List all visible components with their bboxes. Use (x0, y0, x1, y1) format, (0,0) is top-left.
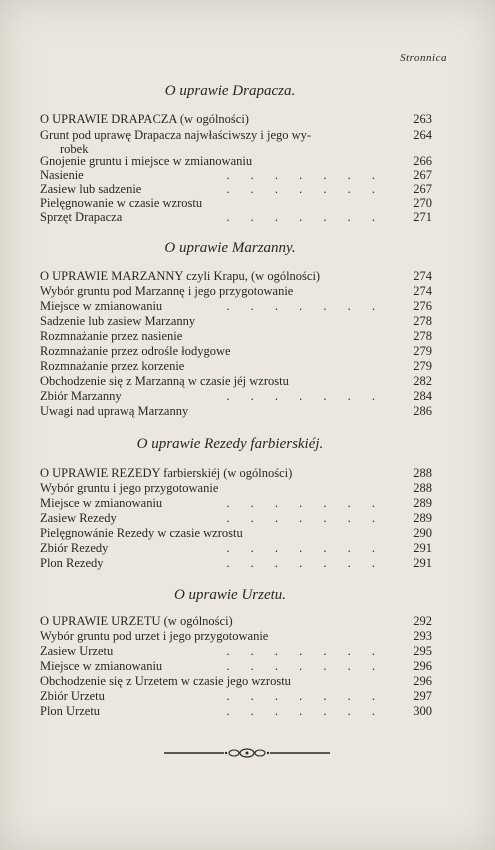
toc-entry: Zasiew Urzetu . . . . . . . 295 (40, 644, 432, 658)
toc-entry: O UPRAWIE DRAPACZA (w ogólności) 263 (40, 112, 432, 126)
toc-entry: Uwagi nad uprawą Marzanny 286 (40, 404, 432, 418)
column-header: Stronnica (400, 52, 447, 64)
toc-entry: Obchodzenie się z Urzetem w czasie jego wzrostu 296 (40, 674, 432, 688)
toc-entry: Sprzęt Drapacza . . . . . . . 271 (40, 210, 432, 224)
toc-entry: Grunt pod uprawę Drapacza najwłaściwszy i jego wy- 264 (40, 128, 432, 142)
ornamental-divider-icon (162, 746, 332, 760)
section-title: O uprawie Drapacza. (164, 83, 296, 99)
toc-entry: O UPRAWIE REZEDY farbierskiéj (w ogólności) 288 (40, 466, 432, 480)
section-title: O uprawie Urzetu. (173, 587, 287, 603)
toc-entry: Rozmnażanie przez korzenie 279 (40, 359, 432, 373)
toc-entry: Miejsce w zmianowaniu . . . . . . . 276 (40, 299, 432, 313)
toc-entry: Zbiór Urzetu . . . . . . . 297 (40, 689, 432, 703)
toc-entry: Pielęgnowánie Rezedy w czasie wzrostu 290 (40, 526, 432, 540)
toc-entry: Nasienie . . . . . . . 267 (40, 168, 432, 182)
toc-entry: Pielęgnowanie w czasie wzrostu 270 (40, 196, 432, 210)
toc-entry: Plon Rezedy . . . . . . . 291 (40, 556, 432, 570)
toc-entry: Wybór gruntu i jego przygotowanie 288 (40, 481, 432, 495)
toc-entry: Zasiew lub sadzenie . . . . . . . 267 (40, 182, 432, 196)
toc-entry: Wybór gruntu pod urzet i jego przygotowanie 293 (40, 629, 432, 643)
toc-entry: Zbiór Marzanny . . . . . . . 284 (40, 389, 432, 403)
toc-entry: Rozmnażanie przez nasienie 278 (40, 329, 432, 343)
toc-entry: Plon Urzetu . . . . . . . 300 (40, 704, 432, 718)
toc-entry: O UPRAWIE URZETU (w ogólności) 292 (40, 614, 432, 628)
section-title: O uprawie Rezedy farbierskiéj. (136, 436, 324, 452)
toc-entry-continuation: robek (60, 142, 89, 156)
toc-entry: Gnojenie gruntu i miejsce w zmianowaniu 266 (40, 154, 432, 168)
toc-entry: Obchodzenie się z Marzanną w czasie jéj wzrostu 282 (40, 374, 432, 388)
toc-entry: O UPRAWIE MARZANNY czyli Krapu, (w ogólności) 274 (40, 269, 432, 283)
toc-entry: Miejsce w zmianowaniu . . . . . . . 296 (40, 659, 432, 673)
toc-entry: Zbiór Rezedy . . . . . . . 291 (40, 541, 432, 555)
toc-entry: Zasiew Rezedy . . . . . . . 289 (40, 511, 432, 525)
section-title: O uprawie Marzanny. (164, 240, 296, 256)
toc-entry: Sadzenie lub zasiew Marzanny 278 (40, 314, 432, 328)
toc-entry: Wybór gruntu pod Marzannę i jego przygotowanie 274 (40, 284, 432, 298)
toc-entry: Miejsce w zmianowaniu . . . . . . . 289 (40, 496, 432, 510)
toc-entry: Rozmnażanie przez odrośle łodygowe 279 (40, 344, 432, 358)
